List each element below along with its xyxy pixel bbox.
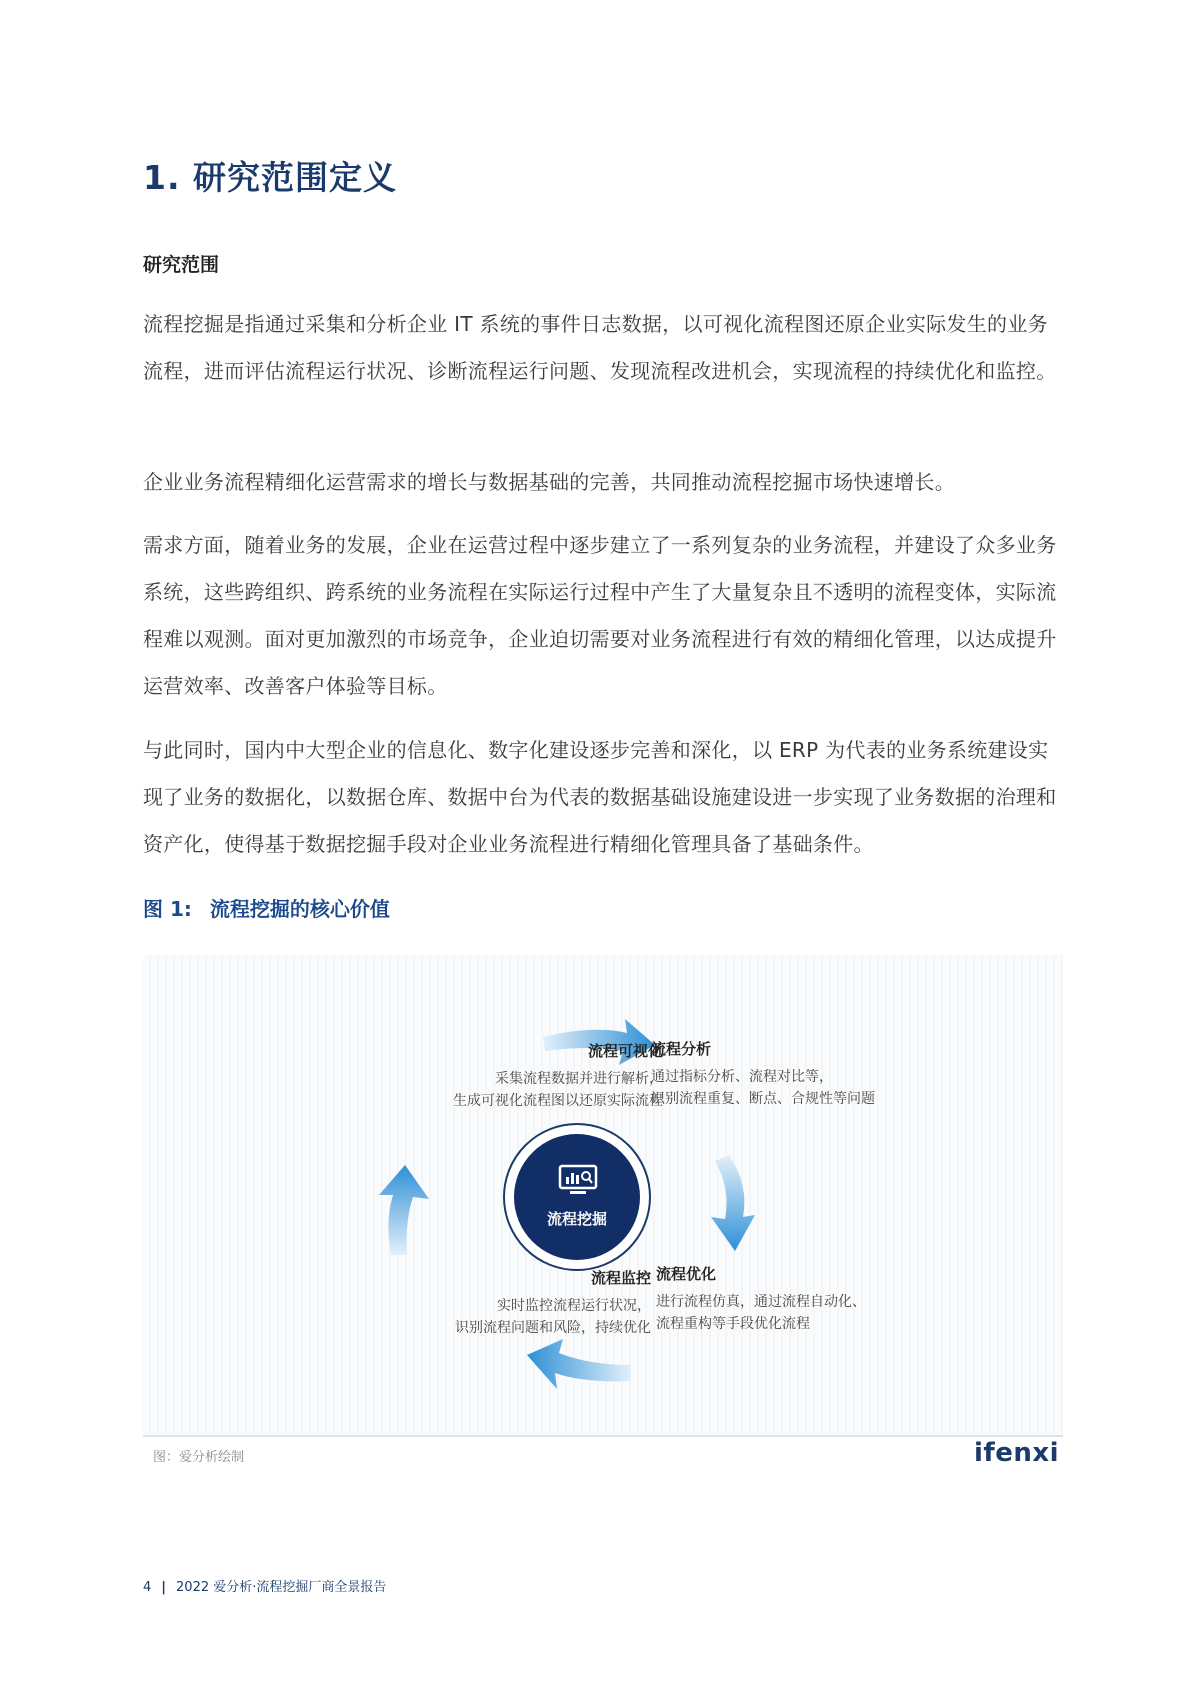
- figure-diagram: [143, 955, 1063, 1435]
- page-title: 1. 研究范围定义: [143, 158, 397, 197]
- report-title: 2022 爱分析·流程挖掘厂商全景报告: [176, 1580, 387, 1595]
- figure-number: 图 1:: [143, 897, 192, 921]
- footer-separator: |: [161, 1580, 167, 1595]
- stage-visualize-title: 流程可视化: [587, 1042, 663, 1060]
- stage-visualize: [363, 1040, 663, 1112]
- center-inner-circle: [514, 1134, 640, 1260]
- stage-optimize-title: 流程优化: [656, 1265, 717, 1283]
- page-footer: [143, 1576, 386, 1595]
- figure-title: [143, 893, 390, 922]
- stage-optimize-line1: 进行流程仿真，通过流程自动化、: [656, 1294, 866, 1310]
- ifenxi-logo: ifenxi: [974, 1438, 1060, 1468]
- arrow-monitor-to-visualize: [379, 1165, 429, 1255]
- stage-monitor-line2: 识别流程问题和风险，持续优化: [455, 1320, 651, 1336]
- stage-optimize: [656, 1263, 976, 1335]
- section-heading: 研究范围: [143, 254, 220, 276]
- arrow-optimize-to-monitor: [527, 1339, 631, 1389]
- paragraph-demand: 需求方面，随着业务的发展，企业在运营过程中逐步建立了一系列复杂的业务流程，并建设了众多业务系统，这些跨组织、跨系统的业务流程在实际运行过程中产生了大量复杂且不透明的流程变体，实际流程难以观测。面对更加激烈的市场竞争，企业迫切需要对业务流程进行有效的精细化管理，以达成提升运营效率、改善客户体验等目标。: [143, 533, 1057, 698]
- stage-optimize-line2: 流程重构等手段优化流程: [656, 1316, 810, 1332]
- stage-analyze-line1: 通过指标分析、流程对比等，: [651, 1069, 833, 1085]
- figure-divider: [143, 1435, 1063, 1437]
- stage-visualize-line1: 采集流程数据并进行解析，: [495, 1071, 663, 1087]
- center-process-mining-badge: [503, 1123, 651, 1271]
- stage-visualize-line2: 生成可视化流程图以还原实际流程: [453, 1093, 663, 1109]
- stage-monitor-title: 流程监控: [590, 1269, 651, 1287]
- stage-analyze-title: 流程分析: [651, 1040, 712, 1058]
- stage-analyze: [651, 1038, 971, 1110]
- paragraph-data-foundation: 与此同时，国内中大型企业的信息化、数字化建设逐步完善和深化，以 ERP 为代表的业务系统建设实现了业务的数据化，以数据仓库、数据中台为代表的数据基础设施建设进一步实现了业务数据的治理和资产化，使得基于数据挖掘手段对企业业务流程进行精细化管理具备了基础条件。: [143, 738, 1057, 856]
- stage-monitor: [351, 1267, 651, 1339]
- page-number: 4: [143, 1580, 152, 1595]
- monitor-chart-icon: [558, 1164, 598, 1196]
- stage-analyze-line2: 识别流程重复、断点、合规性等问题: [651, 1091, 875, 1107]
- stage-monitor-line1: 实时监控流程运行状况，: [497, 1298, 651, 1314]
- arrow-analyze-to-optimize: [711, 1155, 755, 1251]
- paragraph-definition: 流程挖掘是指通过采集和分析企业 IT 系统的事件日志数据，以可视化流程图还原企业实际发生的业务流程，进而评估流程运行状况、诊断流程运行问题、发现流程改进机会，实现流程的持续优化和监控。: [143, 312, 1057, 383]
- figure-caption: 流程挖掘的核心价值: [209, 897, 390, 921]
- center-label: 流程挖掘: [546, 1210, 607, 1228]
- paragraph-growth: 企业业务流程精细化运营需求的增长与数据基础的完善，共同推动流程挖掘市场快速增长。: [143, 470, 955, 494]
- figure-source: 图：爱分析绘制: [153, 1450, 245, 1465]
